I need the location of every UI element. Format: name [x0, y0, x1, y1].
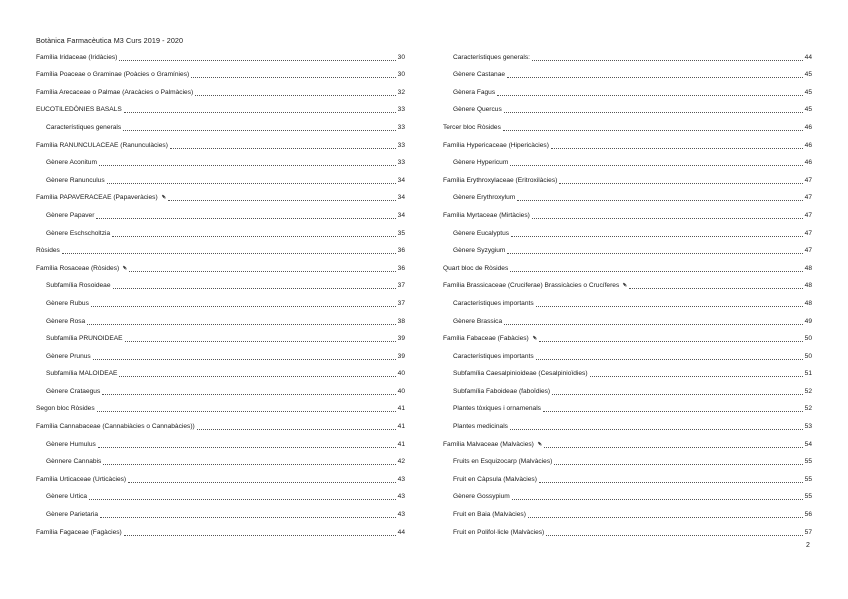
toc-entry-title: Gènere Papaver — [46, 211, 95, 219]
toc-entry[interactable] — [36, 118, 405, 136]
toc-leader-dots — [129, 271, 396, 272]
toc-entry[interactable] — [443, 101, 812, 119]
toc-leader-dots — [629, 288, 803, 289]
toc-entry[interactable] — [443, 382, 812, 400]
toc-leader-dots — [123, 130, 396, 131]
toc-entry[interactable] — [443, 136, 812, 154]
toc-leader-dots — [119, 60, 395, 61]
toc-entry-page: 38 — [397, 317, 405, 325]
toc-entry[interactable] — [36, 136, 405, 154]
toc-entry-page: 36 — [397, 264, 405, 272]
toc-entry-title: Gènere Crataegus — [46, 387, 101, 395]
toc-entry[interactable] — [36, 417, 405, 435]
toc-entry-page: 34 — [397, 211, 405, 219]
toc-leader-dots — [512, 499, 803, 500]
toc-entry-title: Característiques generals — [46, 123, 122, 131]
toc-entry-title: Ròsides — [36, 247, 60, 255]
toc-leader-dots — [539, 482, 803, 483]
toc-entry-title: Gènere Parietaria — [46, 511, 99, 519]
toc-entry[interactable] — [36, 66, 405, 84]
toc-entry[interactable] — [443, 171, 812, 189]
toc-entry-page: 43 — [397, 475, 405, 483]
toc-entry-page: 49 — [804, 317, 812, 325]
toc-entry-page: 56 — [804, 511, 812, 519]
toc-entry-title: Subfamília Rosoideae — [46, 282, 111, 290]
document-header: Botànica Farmacèutica M3 Curs 2019 - 2020 — [36, 36, 184, 45]
toc-entry-page: 54 — [804, 440, 812, 448]
toc-right-column — [443, 48, 812, 541]
toc-entry-page: 48 — [804, 282, 812, 290]
toc-entry-title: Subfamília Faboideae (faboïdies) — [453, 387, 551, 395]
toc-entry-page: 42 — [397, 458, 405, 466]
toc-entry-title: Segon bloc Ròsides — [36, 405, 95, 413]
toc-leader-dots — [170, 148, 396, 149]
toc-entry-title: Subfamília MALOIDEAE — [46, 370, 118, 378]
toc-entry-page: 45 — [804, 88, 812, 96]
toc-entry-page: 47 — [804, 247, 812, 255]
toc-entry[interactable] — [443, 453, 812, 471]
toc-entry-title: Gènere Rosa — [46, 317, 86, 325]
toc-entry[interactable] — [443, 365, 812, 383]
toc-entry[interactable] — [443, 118, 812, 136]
toc-leader-dots — [128, 482, 396, 483]
toc-entry-title: Família Malvaceae (Malvàcies) — [443, 440, 534, 448]
toc-entry[interactable] — [443, 154, 812, 172]
toc-entry-title: Família Erythroxylaceae (Eritroxilàcies) — [443, 176, 558, 184]
toc-entry-title: Tercer bloc Ròsides — [443, 123, 501, 131]
toc-leader-dots — [195, 95, 395, 96]
toc-entry[interactable] — [36, 154, 405, 172]
toc-entry-title: Gènere Gossypium — [453, 493, 510, 501]
toc-leader-dots — [590, 376, 803, 377]
toc-entry-page: 45 — [804, 106, 812, 114]
toc-entry-title: Fruit en Polifol·licle (Malvàcies) — [453, 528, 545, 536]
toc-entry-page: 50 — [804, 335, 812, 343]
toc-entry-title: Característiques importants — [453, 352, 534, 360]
toc-entry-title: Fruits en Esquizocarp (Malvàcies) — [453, 458, 553, 466]
toc-leader-dots — [93, 359, 396, 360]
toc-entry-page: 44 — [804, 53, 812, 61]
toc-entry-title: Subfamília PRUNOIDEAE — [46, 335, 123, 343]
toc-leader-dots — [543, 411, 803, 412]
toc-entry-page: 45 — [804, 71, 812, 79]
toc-leader-dots — [539, 341, 803, 342]
toc-leader-dots — [510, 165, 802, 166]
toc-left-column — [36, 48, 405, 541]
toc-entry[interactable] — [36, 382, 405, 400]
toc-entry-page: 47 — [804, 176, 812, 184]
toc-entry[interactable] — [36, 400, 405, 418]
pushpin-icon: ✒ — [158, 193, 168, 203]
toc-entry-title: Família RANUNCULACEAE (Ranunculàcies) — [36, 141, 168, 149]
toc-entry[interactable] — [36, 435, 405, 453]
toc-entry-page: 39 — [397, 352, 405, 360]
toc-entry[interactable] — [36, 171, 405, 189]
toc-leader-dots — [503, 130, 803, 131]
toc-entry-title: Família Brassicaceae (Cruciferae) Brassicàcies o Crucíferes — [443, 282, 620, 290]
toc-entry-title: Família PAPAVERACEAE (Papaveràcies) — [36, 194, 158, 202]
toc-entry-title: Gènnere Cannabis — [46, 458, 102, 466]
toc-entry-page: 50 — [804, 352, 812, 360]
toc-leader-dots — [554, 464, 802, 465]
toc-entry[interactable] — [443, 224, 812, 242]
toc-entry-title: Família Poaceae o Graminae (Poàcies o Gramínies) — [36, 71, 190, 79]
toc-entry-title: Gènere Rubus — [46, 299, 89, 307]
toc-entry-title: Família Fagaceae (Fagàcies) — [36, 528, 122, 536]
toc-entry[interactable] — [443, 523, 812, 541]
toc-entry-page: 55 — [804, 475, 812, 483]
toc-entry[interactable] — [36, 224, 405, 242]
toc-entry-title: Gènere Eschscholtzia — [46, 229, 111, 237]
toc-entry-title: Característiques importants — [453, 299, 534, 307]
toc-entry[interactable] — [443, 400, 812, 418]
toc-leader-dots — [89, 499, 396, 500]
toc-entry[interactable] — [36, 206, 405, 224]
toc-entry[interactable] — [36, 470, 405, 488]
toc-entry-page: 33 — [397, 141, 405, 149]
toc-entry-title: Família Urticaceae (Urticàcies) — [36, 475, 127, 483]
toc-entry-page: 46 — [804, 141, 812, 149]
pushpin-icon: ✒ — [534, 439, 544, 449]
toc-entry-page: 43 — [397, 511, 405, 519]
toc-entry[interactable] — [36, 523, 405, 541]
toc-entry[interactable] — [36, 242, 405, 260]
toc-leader-dots — [119, 376, 395, 377]
toc-entry-page: 47 — [804, 211, 812, 219]
toc-entry-title: Gènere Aconitum — [46, 159, 97, 167]
toc-entry[interactable] — [443, 48, 812, 66]
pushpin-icon: ✒ — [529, 334, 539, 344]
toc-entry-title: Gènere Prunus — [46, 352, 91, 360]
toc-leader-dots — [504, 112, 803, 113]
toc-entry-page: 33 — [397, 106, 405, 114]
toc-entry-page: 46 — [804, 159, 812, 167]
toc-entry[interactable] — [443, 488, 812, 506]
toc-entry-page: 52 — [804, 387, 812, 395]
toc-entry-page: 48 — [804, 264, 812, 272]
toc-entry-page: 30 — [397, 53, 405, 61]
toc-leader-dots — [504, 324, 803, 325]
toc-entry-page: 40 — [397, 370, 405, 378]
toc-leader-dots — [124, 535, 396, 536]
toc-leader-dots — [507, 253, 802, 254]
toc-entry-page: 34 — [397, 176, 405, 184]
toc-entry[interactable] — [36, 453, 405, 471]
toc-entry-title: Quart bloc de Ròsides — [443, 264, 509, 272]
toc-leader-dots — [517, 200, 802, 201]
toc-leader-dots — [124, 112, 396, 113]
toc-leader-dots — [103, 464, 395, 465]
toc-entry[interactable] — [36, 277, 405, 295]
toc-entry[interactable] — [443, 347, 812, 365]
toc-leader-dots — [546, 535, 802, 536]
toc-entry-page: 46 — [804, 123, 812, 131]
toc-entry[interactable] — [443, 242, 812, 260]
toc-entry-title: Família Hypericaceae (Hipericàcies) — [443, 141, 549, 149]
toc-entry-page: 33 — [397, 159, 405, 167]
toc-entry[interactable] — [36, 189, 405, 207]
toc-entry[interactable] — [443, 294, 812, 312]
toc-entry-title: Gènera Fagus — [453, 88, 496, 96]
toc-entry-title: Gènere Hypericum — [453, 159, 509, 167]
toc-entry-page: 37 — [397, 299, 405, 307]
toc-leader-dots — [544, 447, 803, 448]
toc-leader-dots — [536, 359, 803, 360]
toc-entry-page: 30 — [397, 71, 405, 79]
toc-leader-dots — [168, 200, 396, 201]
toc-entry[interactable] — [36, 330, 405, 348]
toc-entry-page: 32 — [397, 88, 405, 96]
toc-entry-page: 41 — [397, 423, 405, 431]
toc-entry-page: 47 — [804, 229, 812, 237]
toc-entry-title: Gènere Brassica — [453, 317, 503, 325]
toc-leader-dots — [87, 324, 395, 325]
toc-leader-dots — [497, 95, 803, 96]
toc-entry[interactable] — [36, 83, 405, 101]
toc-entry-title: Plantes medicinals — [453, 423, 508, 431]
toc-entry-page: 35 — [397, 229, 405, 237]
toc-entry-page: 44 — [397, 528, 405, 536]
toc-entry-page: 55 — [804, 458, 812, 466]
toc-entry-page: 34 — [397, 194, 405, 202]
toc-entry[interactable] — [443, 189, 812, 207]
toc-entry[interactable] — [443, 470, 812, 488]
toc-entry-page: 41 — [397, 405, 405, 413]
toc-entry-page: 52 — [804, 405, 812, 413]
toc-entry-page: 36 — [397, 247, 405, 255]
toc-entry-page: 40 — [397, 387, 405, 395]
toc-entry-page: 51 — [804, 370, 812, 378]
toc-leader-dots — [112, 236, 396, 237]
toc-leader-dots — [532, 60, 803, 61]
toc-leader-dots — [125, 341, 396, 342]
toc-entry[interactable] — [443, 259, 812, 277]
toc-entry-page: 37 — [397, 282, 405, 290]
toc-entry[interactable] — [36, 259, 405, 277]
toc-entry-page: 43 — [397, 493, 405, 501]
pushpin-icon: ✒ — [119, 263, 130, 273]
toc-entry-title: Família Arecaceae o Palmae (Aracàcies o Palmàcies) — [36, 88, 194, 96]
toc-entry[interactable] — [443, 505, 812, 523]
toc-leader-dots — [107, 183, 396, 184]
toc-leader-dots — [96, 218, 395, 219]
toc-entry-title: Família Fabaceae (Fabàcies) — [443, 335, 529, 343]
toc-entry-title: Característiques generals: — [453, 53, 530, 61]
toc-entry-page: 48 — [804, 299, 812, 307]
toc-entry[interactable] — [443, 417, 812, 435]
toc-leader-dots — [559, 183, 802, 184]
toc-entry[interactable] — [36, 48, 405, 66]
toc-entry-title: EUCOTILEDÒNIES BASALS — [36, 106, 122, 114]
toc-entry[interactable] — [443, 330, 812, 348]
toc-entry[interactable] — [443, 206, 812, 224]
toc-leader-dots — [100, 517, 396, 518]
toc-entry-page: 57 — [804, 528, 812, 536]
toc-leader-dots — [197, 429, 396, 430]
toc-leader-dots — [536, 306, 803, 307]
toc-entry-page: 39 — [397, 335, 405, 343]
toc-leader-dots — [62, 253, 396, 254]
toc-entry[interactable] — [36, 294, 405, 312]
toc-leader-dots — [510, 429, 803, 430]
toc-leader-dots — [528, 517, 803, 518]
toc-entry-title: Família Cannabaceae (Cannabiàcies o Cannabàcies)) — [36, 423, 195, 431]
toc-entry-title: Família Myrtaceae (Mirtàcies) — [443, 211, 530, 219]
toc-entry-title: Gènere Syzygium — [453, 247, 506, 255]
toc-entry[interactable] — [36, 505, 405, 523]
toc-entry-title: Subfamília Caesalpinioideae (Cesalpinioïdies) — [453, 370, 588, 378]
toc-entry[interactable] — [36, 488, 405, 506]
toc-entry[interactable] — [36, 312, 405, 330]
toc-leader-dots — [97, 411, 396, 412]
toc-entry-title: Gènere Urtica — [46, 493, 88, 501]
page-number: 2 — [806, 542, 810, 549]
toc-entry-title: Gènere Ranunculus — [46, 176, 105, 184]
toc-entry-page: 53 — [804, 423, 812, 431]
toc-leader-dots — [99, 165, 396, 166]
toc-entry-title: Família Rosaceae (Ròsides) — [36, 264, 120, 272]
toc-entry-page: 33 — [397, 123, 405, 131]
toc-entry-page: 47 — [804, 194, 812, 202]
toc-leader-dots — [551, 148, 803, 149]
toc-entry-title: Fruit en Baia (Malvàcies) — [453, 511, 526, 519]
toc-entry-title: Gènere Quercus — [453, 106, 502, 114]
toc-leader-dots — [532, 218, 803, 219]
toc-entry[interactable] — [36, 365, 405, 383]
toc-entry[interactable] — [443, 83, 812, 101]
toc-entry-title: Gènere Eucalyptus — [453, 229, 510, 237]
toc-leader-dots — [98, 447, 396, 448]
toc-leader-dots — [511, 236, 803, 237]
toc-entry-title: Gènere Humulus — [46, 440, 96, 448]
toc-entry-title: Família Iridaceae (Iridàcies) — [36, 53, 118, 61]
toc-leader-dots — [191, 77, 395, 78]
toc-entry-title: Gènere Erythroxylum — [453, 194, 516, 202]
toc-entry[interactable] — [443, 66, 812, 84]
toc-entry-page: 55 — [804, 493, 812, 501]
toc-entry[interactable] — [443, 312, 812, 330]
toc-leader-dots — [507, 77, 803, 78]
toc-entry-page: 41 — [397, 440, 405, 448]
toc-leader-dots — [552, 394, 803, 395]
toc-entry[interactable] — [443, 435, 812, 453]
toc-leader-dots — [102, 394, 395, 395]
toc-entry[interactable] — [36, 347, 405, 365]
toc-entry[interactable] — [443, 277, 812, 295]
toc-leader-dots — [91, 306, 396, 307]
pushpin-icon: ✒ — [620, 281, 630, 291]
toc-entry[interactable] — [36, 101, 405, 119]
toc-leader-dots — [113, 288, 396, 289]
toc-entry-title: Gènere Castanae — [453, 71, 506, 79]
toc-entry-title: Fruit en Càpsula (Malvàcies) — [453, 475, 537, 483]
toc-leader-dots — [510, 271, 802, 272]
toc-entry-title: Plantes tòxiques i ornamenals — [453, 405, 541, 413]
